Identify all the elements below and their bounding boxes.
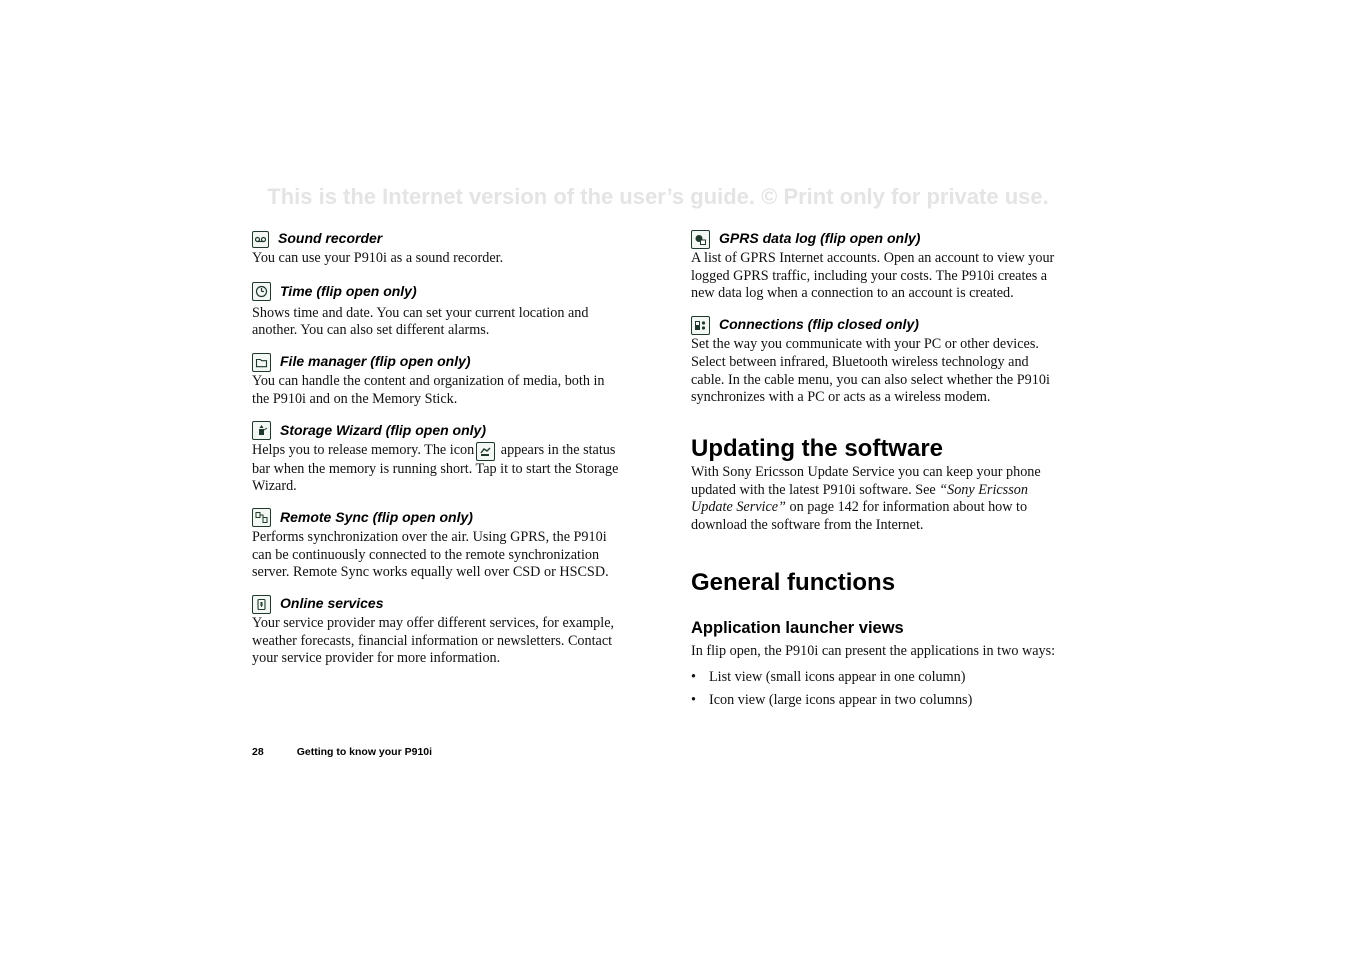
footer-title: Getting to know your P910i xyxy=(296,746,433,758)
entry-body: Performs synchronization over the air. Using GPRS, the P910i can be continuously connected to the remote synchronization server. Remote Sync works equally well over CSD or HSCSD. xyxy=(252,528,609,581)
online-services-icon xyxy=(252,595,271,614)
entry-body: Your service provider may offer different services, for example, weather forecasts, financial information or newsletters. Contact your service provider for more information. xyxy=(252,615,615,667)
entry-body: Set the way you communicate with your PC or other devices. Select between infrared, Bluetooth wireless technology and cable. In the cable menu, you can also select whether the P910i synchronizes with a PC or acts as a wireless modem. xyxy=(691,336,1050,406)
updating-body xyxy=(691,464,1063,535)
bullet-icon: • xyxy=(691,669,696,686)
entry-time xyxy=(252,279,624,340)
entry-title: Sound recorder xyxy=(278,230,383,247)
entry-body: You can handle the content and organization of media, both in the P910i and on the Memory Stick. xyxy=(252,373,605,407)
watermark-notice: This is the Internet version of the user’s guide. © Print only for private use. xyxy=(267,184,1049,209)
entry-body: Shows time and date. You can set your current location and another. You can also set different alarms. xyxy=(252,304,589,339)
entry-title: Connections (flip closed only) xyxy=(719,316,919,333)
entry-body: You can use your P910i as a sound recorder. xyxy=(252,250,504,266)
entry-heading xyxy=(691,314,1063,336)
entry-title: Time (flip open only) xyxy=(280,282,417,299)
page-footer xyxy=(252,746,432,758)
entry-gprs-data-log xyxy=(691,228,1063,303)
entry-body: A list of GPRS Internet accounts. Open an account to view your logged GPRS traffic, including your costs. The P910i creates a new data log when a connection to an account is created. xyxy=(691,250,1055,302)
entry-connections xyxy=(691,314,1063,407)
entry-body-text: appears in the status bar when the memory is running short. Tap it to start the Storage Wizard. xyxy=(252,441,619,495)
entry-title: File manager (flip open only) xyxy=(280,353,471,370)
list-item xyxy=(691,692,1063,710)
connections-icon xyxy=(691,316,710,335)
entry-heading xyxy=(252,507,624,529)
entry-remote-sync xyxy=(252,507,624,582)
entry-body xyxy=(252,442,624,496)
page-number: 28 xyxy=(252,746,264,758)
launcher-intro: In flip open, the P910i can present the applications in two ways: xyxy=(691,642,1056,659)
bullet-icon: • xyxy=(691,691,696,708)
list-item xyxy=(691,669,1063,687)
gprs-data-log-icon xyxy=(691,230,710,249)
list-item-text: List view (small icons appear in one column) xyxy=(709,669,966,686)
entry-heading xyxy=(252,420,624,442)
entry-title: Remote Sync (flip open only) xyxy=(280,509,473,526)
page-reference: “Sony Ericsson Update Service” xyxy=(691,481,1028,516)
entry-heading xyxy=(252,279,624,305)
entry-body-text: Helps you to release memory. The icon xyxy=(252,441,475,458)
clock-icon xyxy=(252,282,271,301)
section-heading-general: General functions xyxy=(691,568,896,596)
storage-wizard-status-icon xyxy=(476,442,495,461)
folder-icon xyxy=(252,353,271,372)
cassette-tape-icon xyxy=(252,231,269,248)
updating-body-text: With Sony Ericsson Update Service you can keep your phone updated with the latest P910i software. See xyxy=(691,463,1041,498)
entry-title: GPRS data log (flip open only) xyxy=(719,230,921,247)
entry-online-services xyxy=(252,593,624,668)
entry-title: Storage Wizard (flip open only) xyxy=(280,421,486,438)
entry-title: Online services xyxy=(280,595,384,612)
entry-sound-recorder xyxy=(252,228,624,268)
entry-storage-wizard xyxy=(252,420,624,496)
left-column xyxy=(252,228,624,668)
entry-heading xyxy=(252,228,624,250)
list-item-text: Icon view (large icons appear in two columns) xyxy=(709,691,973,708)
section-heading-updating: Updating the software xyxy=(691,434,944,462)
subheading-launcher-views: Application launcher views xyxy=(691,618,904,637)
entry-heading xyxy=(691,228,1063,250)
entry-file-manager xyxy=(252,351,624,408)
wizard-icon xyxy=(252,421,271,440)
launcher-views-list xyxy=(691,669,1063,709)
updating-body-text: on page 142 for information about how to download the software from the Internet. xyxy=(691,499,1028,534)
right-column xyxy=(691,228,1063,714)
entry-heading xyxy=(252,593,624,615)
remote-sync-icon xyxy=(252,508,271,527)
entry-heading xyxy=(252,351,624,373)
